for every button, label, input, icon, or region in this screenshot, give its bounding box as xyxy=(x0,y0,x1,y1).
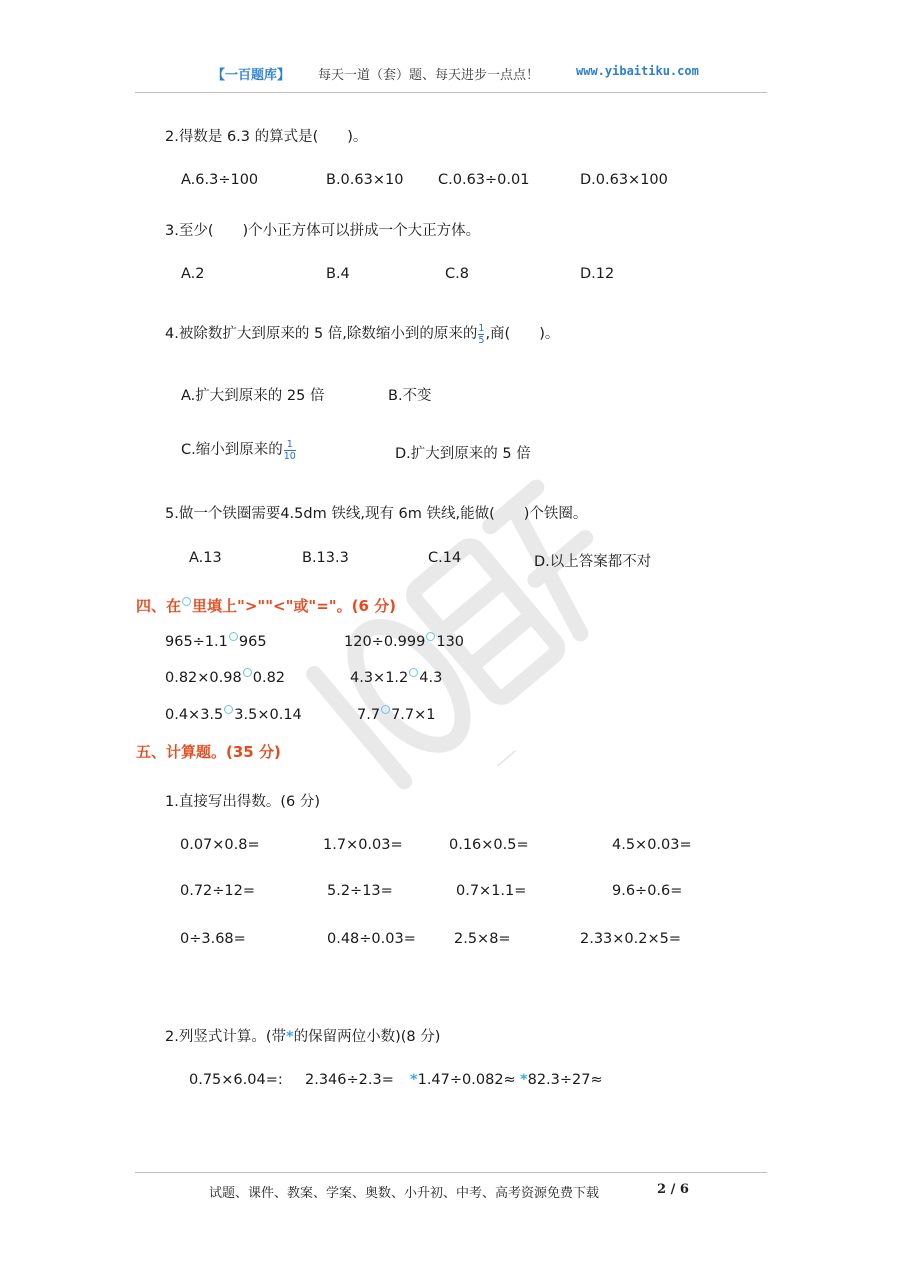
header-brand: 【一百题库】 xyxy=(212,68,291,83)
calc-item: 9.6÷0.6= xyxy=(612,883,683,899)
circle-icon xyxy=(182,597,191,606)
star-icon: * xyxy=(410,1072,418,1088)
vertical-calc-item xyxy=(189,1072,283,1088)
question-5-option-c[interactable]: C.14 xyxy=(428,550,462,566)
calc-item: 0.07×0.8= xyxy=(180,837,260,853)
vertical-calc-expr: 82.3÷27≈ xyxy=(527,1072,603,1088)
header-url[interactable]: www.yibaitiku.com xyxy=(576,64,699,78)
fraction-one-fifth xyxy=(478,324,484,345)
compare-circle-input[interactable] xyxy=(243,668,252,677)
question-4-option-b[interactable]: B.不变 xyxy=(388,388,432,404)
question-3-option-c[interactable]: C.8 xyxy=(445,266,469,282)
question-3-option-d[interactable]: D.12 xyxy=(580,266,615,282)
section-5-sub1: 1.直接写出得数。(6 分) xyxy=(165,794,320,810)
vertical-calc-item xyxy=(410,1072,516,1088)
vertical-calc-item xyxy=(520,1072,603,1088)
fraction-numerator: 1 xyxy=(286,438,293,450)
footer-divider xyxy=(135,1172,767,1173)
question-5-option-b[interactable]: B.13.3 xyxy=(302,550,349,566)
section-5-title: 五、计算题。(35 分) xyxy=(136,743,281,761)
compare-item-5 xyxy=(165,705,302,723)
compare-right: 0.82 xyxy=(252,670,286,686)
question-2-stem: 2.得数是 6.3 的算式是( )。 xyxy=(165,129,368,145)
watermark-logo xyxy=(250,420,670,840)
svg-text:—: — xyxy=(486,737,526,778)
sub2-text-start: 2.列竖式计算。(带 xyxy=(165,1029,286,1045)
compare-circle-input[interactable] xyxy=(426,632,435,641)
question-3-option-b[interactable]: B.4 xyxy=(326,266,350,282)
compare-item-4 xyxy=(350,668,442,686)
compare-right: 7.7×1 xyxy=(391,707,436,723)
calc-item: 0.7×1.1= xyxy=(456,883,527,899)
question-5-stem: 5.做一个铁圈需要4.5dm 铁线,现有 6m 铁线,能做( )个铁圈。 xyxy=(165,506,588,522)
star-icon: * xyxy=(520,1072,528,1088)
question-4-option-c[interactable] xyxy=(181,438,297,461)
compare-item-2 xyxy=(344,632,464,650)
question-4-stem-end: ,商( )。 xyxy=(485,326,560,342)
calc-item: 0÷3.68= xyxy=(180,931,246,947)
question-2-option-d[interactable]: D.0.63×100 xyxy=(580,172,668,188)
fraction-numerator: 1 xyxy=(478,322,485,334)
compare-item-6 xyxy=(357,705,436,723)
sub2-text-end: 的保留两位小数)(8 分) xyxy=(293,1029,441,1045)
page-number: 2 / 6 xyxy=(657,1182,689,1197)
compare-right: 130 xyxy=(436,634,465,650)
vertical-calc-expr: 2.346÷2.3= xyxy=(305,1072,394,1088)
calc-item: 2.33×0.2×5= xyxy=(580,931,682,947)
calc-item: 0.72÷12= xyxy=(180,883,256,899)
compare-circle-input[interactable] xyxy=(229,632,238,641)
calc-item: 0.48÷0.03= xyxy=(327,931,416,947)
section-4-title-end: 里填上">""<"或"="。(6 分) xyxy=(192,597,396,615)
vertical-calc-expr: 1.47÷0.082≈ xyxy=(417,1072,516,1088)
fraction-denominator: 5 xyxy=(478,334,485,346)
header-slogan: 每天一道（套）题、每天进步一点点！ xyxy=(318,68,540,83)
compare-left: 965÷1.1 xyxy=(165,634,228,650)
question-5-option-a[interactable]: A.13 xyxy=(189,550,222,566)
question-4-option-c-text: C.缩小到原来的 xyxy=(181,442,283,458)
calc-item: 1.7×0.03= xyxy=(323,837,403,853)
question-2-option-a[interactable]: A.6.3÷100 xyxy=(181,172,259,188)
question-2-option-c[interactable]: C.0.63÷0.01 xyxy=(438,172,530,188)
compare-left: 0.4×3.5 xyxy=(165,707,224,723)
section-5-sub2 xyxy=(165,1025,440,1046)
question-3-option-a[interactable]: A.2 xyxy=(181,266,205,282)
question-4-stem xyxy=(165,322,559,345)
compare-right: 4.3 xyxy=(419,670,443,686)
compare-right: 3.5×0.14 xyxy=(234,707,302,723)
compare-left: 4.3×1.2 xyxy=(350,670,409,686)
question-4-option-a[interactable]: A.扩大到原来的 25 倍 xyxy=(181,388,325,404)
header-divider xyxy=(135,92,767,93)
calc-item: 0.16×0.5= xyxy=(449,837,529,853)
question-5-option-d[interactable]: D.以上答案都不对 xyxy=(534,554,652,570)
question-4-option-d[interactable]: D.扩大到原来的 5 倍 xyxy=(395,446,531,462)
question-4-stem-text: 4.被除数扩大到原来的 5 倍,除数缩小到的原来的 xyxy=(165,326,478,342)
compare-left: 0.82×0.98 xyxy=(165,670,242,686)
question-2-option-b[interactable]: B.0.63×10 xyxy=(326,172,404,188)
compare-right: 965 xyxy=(238,634,267,650)
compare-circle-input[interactable] xyxy=(409,668,418,677)
compare-circle-input[interactable] xyxy=(381,705,390,714)
fraction-one-tenth xyxy=(284,440,296,461)
calc-item: 2.5×8= xyxy=(454,931,511,947)
fraction-denominator: 10 xyxy=(283,450,296,462)
compare-left: 7.7 xyxy=(357,707,381,723)
compare-item-3 xyxy=(165,668,285,686)
calc-item: 5.2÷13= xyxy=(327,883,393,899)
compare-item-1 xyxy=(165,632,267,650)
compare-circle-input[interactable] xyxy=(224,705,233,714)
footer-text: 试题、课件、教案、学案、奥数、小升初、中考、高考资源免费下载 xyxy=(209,1186,600,1201)
vertical-calc-item xyxy=(305,1072,394,1088)
section-4-title-start: 四、在 xyxy=(136,597,182,615)
star-icon: * xyxy=(286,1029,294,1045)
compare-left: 120÷0.999 xyxy=(344,634,426,650)
vertical-calc-expr: 0.75×6.04=: xyxy=(189,1072,283,1088)
section-4-title xyxy=(136,595,396,616)
question-3-stem: 3.至少( )个小正方体可以拼成一个大正方体。 xyxy=(165,223,481,239)
calc-item: 4.5×0.03= xyxy=(612,837,692,853)
